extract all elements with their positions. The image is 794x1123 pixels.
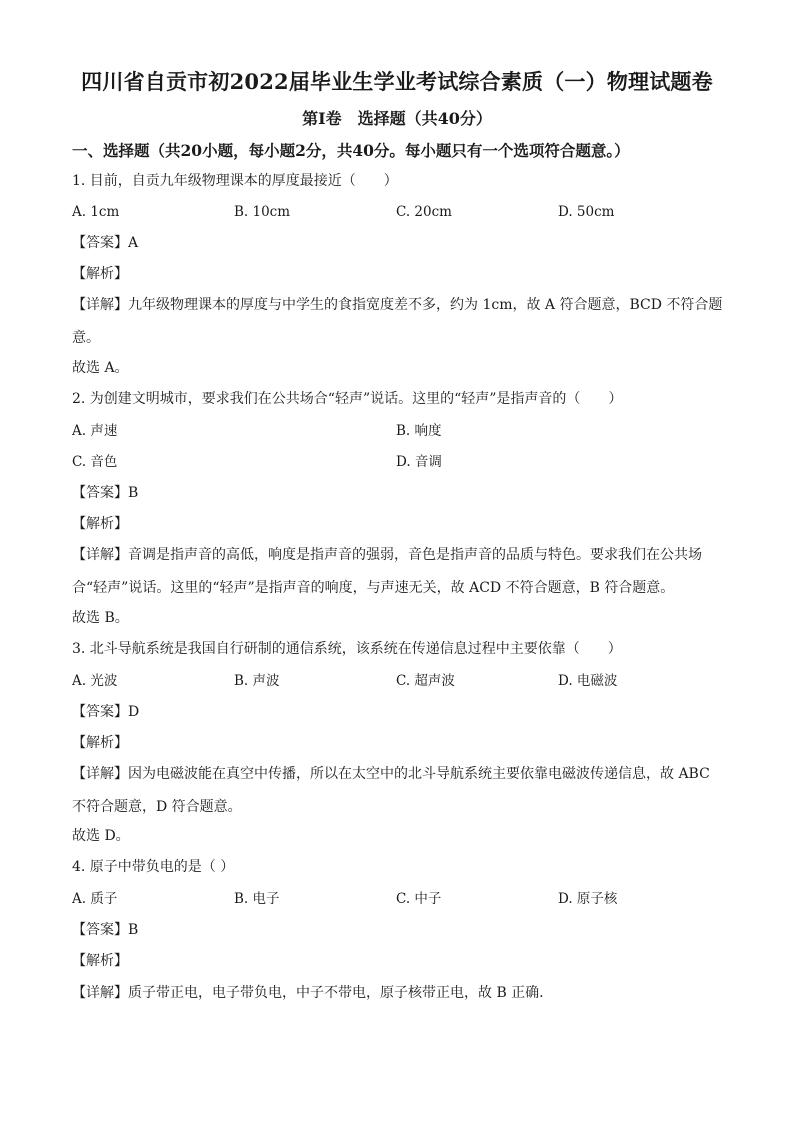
- question-1-stem: 1. 目前，自贡九年级物理课本的厚度最接近（ ）: [72, 173, 398, 189]
- question-1-conclusion: 故选 A。: [72, 360, 129, 376]
- question-4-option-d: D. 原子核: [558, 891, 618, 907]
- page-title: 四川省自贡市初2022届毕业生学业考试综合素质（一）物理试题卷: [81, 69, 713, 94]
- question-3-conclusion: 故选 D。: [72, 828, 130, 844]
- question-1-detail: 【详解】九年级物理课本的厚度与中学生的食指宽度差不多，约为 1cm，故 A 符合题意，BCD 不符合题意。: [72, 297, 723, 346]
- question-3-option-d: D. 电磁波: [558, 673, 618, 689]
- question-4-option-a: A. 质子: [72, 891, 118, 907]
- question-4-detail: 【详解】质子带正电，电子带负电，中子不带电，原子核带正电，故 B 正确.: [72, 985, 544, 1001]
- question-1-option-d: D. 50cm: [558, 204, 615, 220]
- question-4-stem: 4. 原子中带负电的是（ ）: [72, 859, 235, 875]
- question-4-analysis-label: 【解析】: [72, 953, 128, 969]
- question-3-option-a: A. 光波: [72, 673, 118, 689]
- question-3-detail: 【详解】因为电磁波能在真空中传播，所以在太空中的北斗导航系统主要依靠电磁波传递信息，故 ABC 不符合题意，D 符合题意。: [72, 766, 710, 815]
- section-heading: 一、选择题（共20小题，每小题2分，共40分。每小题只有一个选项符合题意。）: [72, 141, 630, 160]
- question-4-answer: 【答案】B: [72, 922, 139, 938]
- question-3-option-b: B. 声波: [234, 673, 280, 689]
- question-3-answer: 【答案】D: [72, 704, 140, 720]
- question-1-option-a: A. 1cm: [72, 204, 120, 220]
- question-1-option-b: B. 10cm: [234, 204, 291, 220]
- question-2-option-a: A. 声速: [72, 423, 118, 439]
- question-2-option-c: C. 音色: [72, 454, 118, 470]
- question-4-option-b: B. 电子: [234, 891, 280, 907]
- question-1-option-c: C. 20cm: [396, 204, 452, 220]
- question-2-option-b: B. 响度: [396, 423, 442, 439]
- question-1-answer: 【答案】A: [72, 235, 139, 251]
- question-2-answer: 【答案】B: [72, 485, 139, 501]
- question-1-analysis-label: 【解析】: [72, 266, 128, 282]
- question-3-analysis-label: 【解析】: [72, 735, 128, 751]
- question-2-detail: 【详解】音调是指声音的高低，响度是指声音的强弱，音色是指声音的品质与特色。要求我们在公共场合“轻声”说话。这里的“轻声”是指声音的响度，与声速无关，故 ACD 不符合题意，B 符合题意。: [72, 547, 702, 596]
- question-2-option-d: D. 音调: [396, 454, 442, 470]
- question-3-stem: 3. 北斗导航系统是我国自行研制的通信系统，该系统在传递信息过程中主要依靠（ ）: [72, 641, 622, 657]
- part-subtitle: 第Ⅰ卷 选择题（共40分）: [302, 109, 492, 128]
- question-2-conclusion: 故选 B。: [72, 610, 129, 626]
- question-2-stem: 2. 为创建文明城市，要求我们在公共场合“轻声”说话。这里的“轻声”是指声音的（ ）: [72, 391, 623, 407]
- question-3-option-c: C. 超声波: [396, 673, 455, 689]
- question-2-analysis-label: 【解析】: [72, 516, 128, 532]
- question-4-option-c: C. 中子: [396, 891, 442, 907]
